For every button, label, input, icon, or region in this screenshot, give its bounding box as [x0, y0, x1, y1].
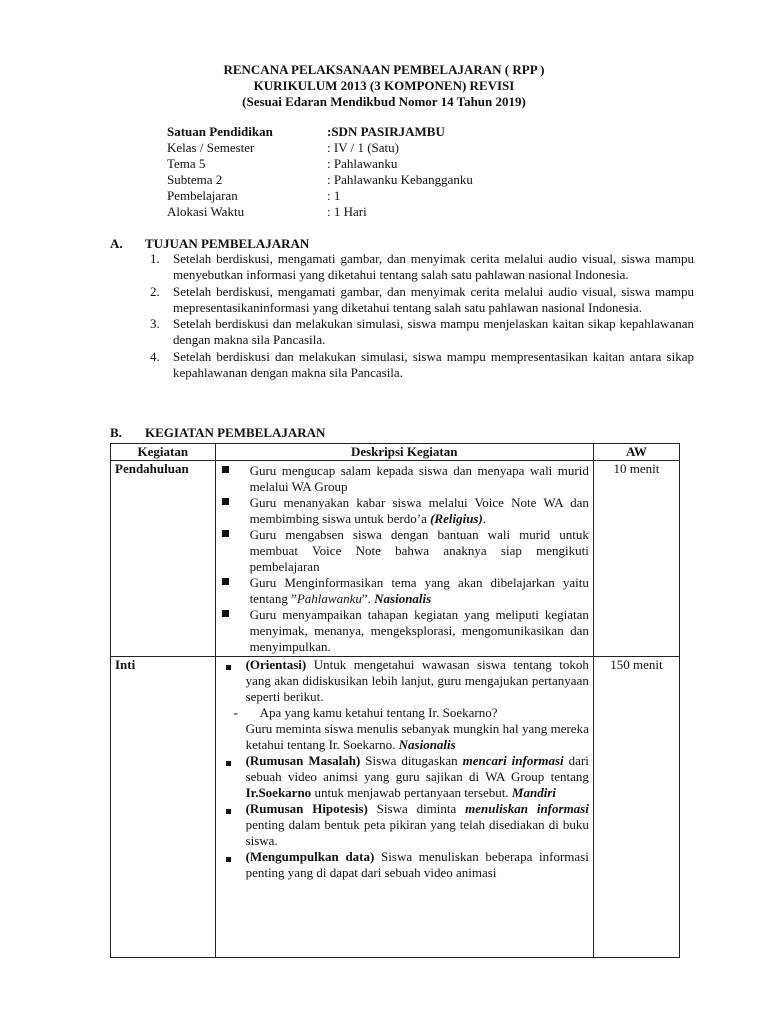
objective-item [150, 316, 694, 349]
character-value: (Religius) [430, 511, 483, 526]
section-a-letter: A. [110, 236, 123, 251]
emphasis-text: mencari informasi [462, 753, 564, 768]
identity-value: : 1 [327, 188, 341, 203]
activity-item [220, 657, 589, 705]
phase-time: 10 menit [593, 461, 679, 657]
header-kegiatan: Kegiatan [111, 444, 216, 461]
identity-row-theme [167, 156, 397, 172]
activity-item [220, 495, 589, 527]
question-text: Apa yang kamu ketahui tentang Ir. Soekarno? [259, 705, 498, 720]
square-bullet-icon [226, 761, 231, 766]
activity-text: Guru menyampaikan tahapan kegiatan yang meliputi kegiatan menyimak, menanya, mengeksplorasi, mengomunikasikan dan menyimpulkan. [249, 607, 589, 654]
objective-text: Setelah berdiskusi dan melakukan simulasi, siswa mampu menjelaskan kaitan sikap kepahlawanan dengan makna sila Pancasila. [173, 316, 694, 348]
activity-item [220, 607, 589, 655]
square-bullet-icon [226, 857, 231, 862]
step-label: (Orientasi) [245, 657, 307, 672]
table-row-pendahuluan [111, 461, 680, 657]
header-aw: AW [593, 444, 679, 461]
square-bullet-icon [222, 610, 229, 617]
identity-row-time [167, 204, 367, 220]
square-bullet-icon [222, 498, 229, 505]
objective-number: 3. [150, 316, 160, 332]
square-bullet-icon [222, 578, 229, 585]
identity-value: : IV / 1 (Satu) [327, 140, 399, 155]
doc-title-line3: (Sesuai Edaran Mendikbud Nomor 14 Tahun 2019) [242, 94, 526, 109]
character-value: Nasionalis [398, 737, 456, 752]
activity-text: Siswa menuliskan beberapa informasi penting yang di dapat dari sebuah video animasi [245, 849, 589, 880]
objective-item [150, 349, 694, 382]
objective-number: 1. [150, 251, 160, 266]
identity-value: : 1 Hari [327, 204, 367, 219]
activity-text: Siswa ditugaskan [360, 753, 463, 768]
identity-row-lesson [167, 188, 340, 204]
activity-text: Guru menanyakan kabar siswa melalui Voice Note WA dan membimbing siswa untuk berdo’a [249, 495, 589, 526]
activity-text: penting dalam bentuk peta pikiran yang telah disediakan di buku siswa. [245, 817, 589, 848]
section-a-title: TUJUAN PEMBELAJARAN [145, 236, 310, 251]
theme-name: Pahlawanku [296, 591, 362, 606]
pendahuluan-description [215, 461, 593, 657]
figure-name: Ir.Soekarno [245, 785, 312, 800]
activity-text: Untuk mengetahui wawasan siswa tentang tokoh yang akan didiskusikan lebih lanjut, guru mengajukan pertanyaan seperti berikut. [245, 657, 589, 704]
activity-item [220, 575, 589, 607]
objective-text: Setelah berdiskusi dan melakukan simulasi, siswa mampu mempresentasikan kaitan antara sikap kepahlawanan dengan makna sila Pancasila. [173, 348, 694, 381]
character-value: Nasionalis [374, 591, 432, 606]
identity-label: Satuan Pendidikan [167, 124, 273, 139]
question-item [220, 705, 589, 721]
objectives-list [150, 251, 694, 381]
activity-item [220, 801, 589, 849]
dash-bullet: - [233, 705, 238, 720]
activities-table [110, 443, 680, 958]
phase-name: Pendahuluan [111, 461, 216, 657]
doc-title-line2: KURIKULUM 2013 (3 KOMPONEN) REVISI [253, 78, 515, 93]
identity-value: : Pahlawanku [327, 156, 398, 171]
activity-text: Guru Menginformasikan tema yang akan dibelajarkan yaitu tentang ” [249, 575, 589, 606]
objective-number: 2. [150, 283, 160, 299]
table-row-inti [111, 657, 680, 958]
identity-row-subtheme [167, 172, 473, 188]
objective-item [150, 284, 694, 317]
identity-label: Subtema 2 [167, 172, 223, 187]
objective-text: Setelah berdiskusi, mengamati gambar, dan menyimak cerita melalui audio visual, siswa mampu mepresentasikaninformasi yang diketahui tentang salah satu pahlawan nasional Indonesia. [173, 283, 694, 315]
square-bullet-icon [226, 665, 231, 670]
objective-number: 4. [150, 348, 160, 364]
activity-item [220, 753, 589, 801]
identity-row-class [167, 140, 399, 156]
activity-text: untuk menjawab pertanyaan tersebut. [311, 785, 512, 800]
step-label: (Rumusan Hipotesis) [245, 801, 368, 816]
phase-time: 150 menit [593, 657, 679, 958]
identity-label: Pembelajaran [167, 188, 238, 203]
activity-text-tail: . [482, 511, 487, 526]
activity-text: Siswa diminta [367, 801, 466, 816]
character-value: Mandiri [511, 785, 556, 800]
identity-label: Kelas / Semester [167, 140, 255, 155]
inti-description [215, 657, 593, 958]
table-header-row [111, 444, 680, 461]
square-bullet-icon [222, 466, 229, 473]
identity-value: : Pahlawanku Kebangganku [327, 172, 473, 187]
emphasis-text: menuliskan informasi [465, 801, 589, 816]
activity-text-mid: ”. [361, 591, 375, 606]
section-b-title: KEGIATAN PEMBELAJARAN [145, 425, 326, 440]
activity-continuation [220, 721, 589, 753]
activity-text: Guru mengucap salam kepada siswa dan menyapa wali murid melalui WA Group [249, 463, 589, 494]
objective-text: Setelah berdiskusi, mengamati gambar, dan menyimak cerita melalui audio visual, siswa mampu menyebutkan informasi yang diketahui tentang salah satu pahlawan nasional Indonesia. [173, 251, 694, 283]
activity-text: Guru meminta siswa menulis sebanyak mungkin hal yang mereka ketahui tentang Ir. Soekarno. [245, 721, 589, 752]
step-label: (Rumusan Masalah) [245, 753, 361, 768]
activity-text: Guru mengabsen siswa dengan bantuan wali murid untuk membuat Voice Note bahwa anaknya siap mengikuti pembelajaran [249, 527, 589, 574]
activity-item [220, 463, 589, 495]
activity-text: dari sebuah video animsi yang guru sajikan di WA Group tentang [245, 753, 589, 784]
square-bullet-icon [222, 530, 229, 537]
phase-name: Inti [111, 657, 216, 958]
identity-row-school [167, 124, 445, 140]
square-bullet-icon [226, 809, 231, 814]
identity-label: Alokasi Waktu [167, 204, 245, 219]
header-deskripsi: Deskripsi Kegiatan [215, 444, 593, 461]
section-b-letter: B. [110, 425, 122, 440]
doc-title-line1: RENCANA PELAKSANAAN PEMBELAJARAN ( RPP ) [223, 62, 545, 77]
activity-item [220, 849, 589, 881]
step-label: (Mengumpulkan data) [245, 849, 375, 864]
objective-item [150, 251, 694, 284]
identity-value: :SDN PASIRJAMBU [327, 124, 445, 139]
activity-item [220, 527, 589, 575]
identity-label: Tema 5 [167, 156, 206, 171]
